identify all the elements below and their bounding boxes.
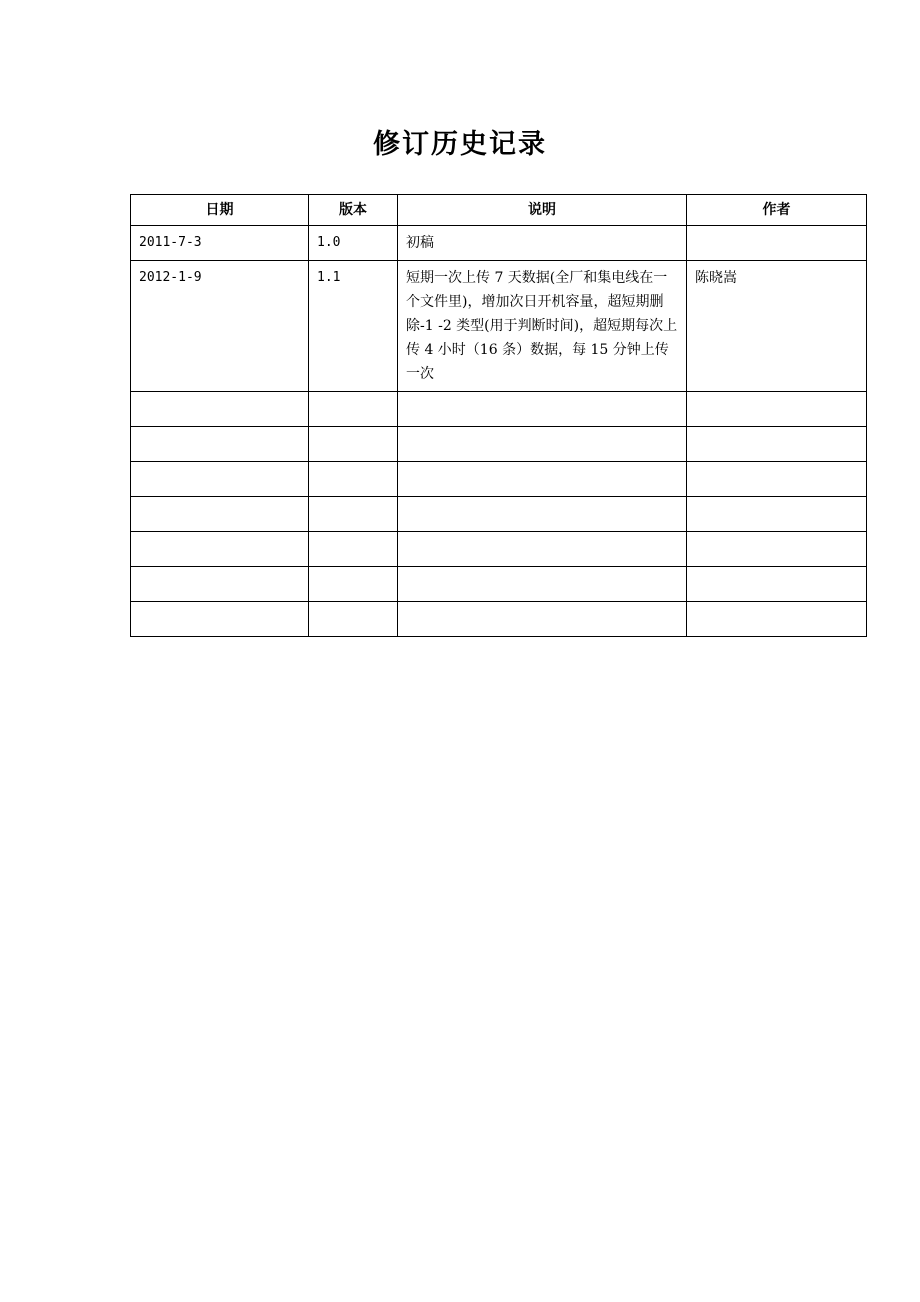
- cell-version: [309, 567, 398, 602]
- header-version: 版本: [309, 195, 398, 226]
- cell-author: [687, 226, 867, 261]
- cell-description: [398, 392, 687, 427]
- table-row: [131, 427, 867, 462]
- cell-description: 短期一次上传 7 天数据(全厂和集电线在一个文件里)，增加次日开机容量，超短期删除-1 -2 类型(用于判断时间)，超短期每次上传 4 小时（16 条）数据，每 15 分钟上传一次: [398, 261, 687, 392]
- table-row: [131, 261, 867, 392]
- cell-version: 1.1: [309, 261, 398, 392]
- cell-date: [131, 427, 309, 462]
- cell-author: [687, 427, 867, 462]
- cell-date: 2011-7-3: [131, 226, 309, 261]
- cell-author: [687, 392, 867, 427]
- cell-author: [687, 567, 867, 602]
- table-row: [131, 462, 867, 497]
- cell-version: [309, 497, 398, 532]
- cell-author: [687, 532, 867, 567]
- page-title: 修订历史记录: [373, 129, 547, 160]
- revision-history-table: [130, 194, 867, 637]
- cell-version: [309, 602, 398, 637]
- cell-description: 初稿: [398, 226, 687, 261]
- header-author: 作者: [687, 195, 867, 226]
- cell-author: [687, 497, 867, 532]
- cell-description: [398, 497, 687, 532]
- cell-date: 2012-1-9: [131, 261, 309, 392]
- cell-description: [398, 567, 687, 602]
- cell-version: 1.0: [309, 226, 398, 261]
- cell-author: 陈晓嵩: [687, 261, 867, 392]
- cell-author: [687, 462, 867, 497]
- cell-description: [398, 532, 687, 567]
- cell-date: [131, 462, 309, 497]
- cell-version: [309, 427, 398, 462]
- cell-description: [398, 462, 687, 497]
- table-row: [131, 497, 867, 532]
- header-description: 说明: [398, 195, 687, 226]
- table-row: [131, 392, 867, 427]
- table-header-row: [131, 195, 867, 226]
- table-row: [131, 567, 867, 602]
- cell-date: [131, 392, 309, 427]
- cell-version: [309, 392, 398, 427]
- cell-author: [687, 602, 867, 637]
- cell-date: [131, 497, 309, 532]
- cell-version: [309, 532, 398, 567]
- table-row: [131, 602, 867, 637]
- cell-version: [309, 462, 398, 497]
- cell-date: [131, 602, 309, 637]
- table-row: [131, 532, 867, 567]
- table-row: [131, 226, 867, 261]
- cell-description: [398, 427, 687, 462]
- cell-date: [131, 567, 309, 602]
- header-date: 日期: [131, 195, 309, 226]
- cell-date: [131, 532, 309, 567]
- cell-description: [398, 602, 687, 637]
